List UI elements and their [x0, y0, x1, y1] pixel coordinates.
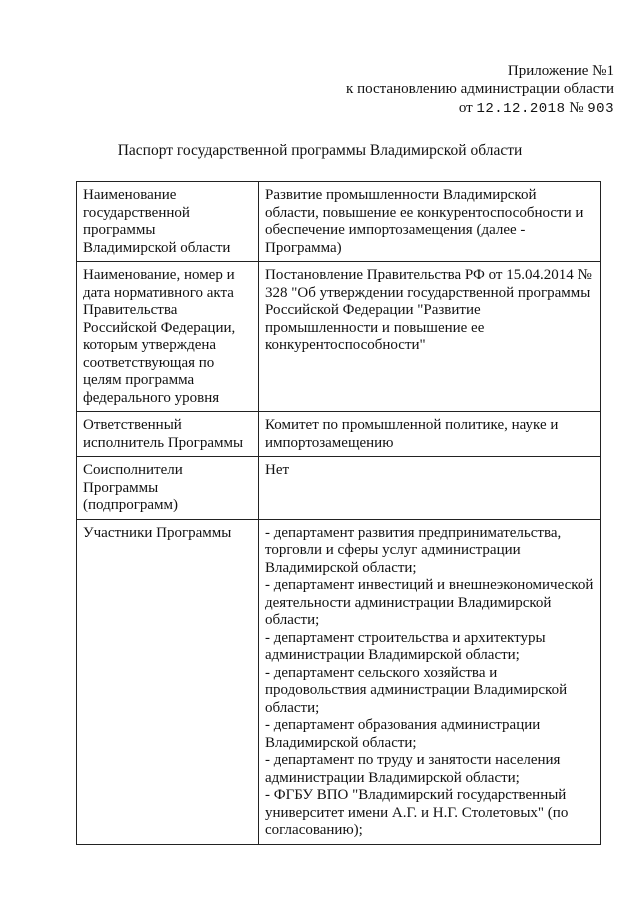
- row-value-line: - департамент развития предпринимательства, торговли и сферы услуг администрации Владимирской области;: [265, 524, 562, 576]
- appendix-date: 12.12.2018: [476, 101, 566, 117]
- appendix-date-number: [346, 99, 614, 118]
- row-value-line: - департамент по труду и занятости населения администрации Владимирской области;: [265, 752, 561, 786]
- passport-table: [76, 181, 601, 845]
- row-value: [259, 519, 601, 844]
- row-label: Ответственный исполнитель Программы: [77, 412, 259, 457]
- document-title: Паспорт государственной программы Владимирской области: [117, 142, 523, 159]
- table-row: [77, 519, 601, 844]
- row-value-line: Комитет по промышленной политике, науке и импортозамещению: [265, 417, 559, 451]
- row-value-line: - ФГБУ ВПО "Владимирский государственный университет имени А.Г. и Н.Г. Столетовых" (по согласованию);: [265, 787, 569, 838]
- table-row: [77, 457, 601, 520]
- row-value-line: - департамент инвестиций и внешнеэкономической деятельности администрации Владимирской области;: [265, 577, 594, 628]
- row-value-line: Постановление Правительства РФ от 15.04.2014 № 328 "Об утверждении государственной программы Российской Федерации "Развитие промышленности и повышение ее конкурентоспособности": [265, 267, 592, 353]
- row-value-line: - департамент строительства и архитектуры администрации Владимирской области;: [265, 629, 546, 663]
- row-value: [259, 182, 601, 262]
- row-value: [259, 262, 601, 412]
- appendix-number: 903: [587, 101, 614, 117]
- row-label: Соисполнители Программы (подпрограмм): [77, 457, 259, 520]
- row-label: Участники Программы: [77, 519, 259, 844]
- appendix-number-sign: №: [569, 100, 584, 116]
- table-row: [77, 182, 601, 262]
- row-value-line: - департамент сельского хозяйства и продовольствия администрации Владимирской области;: [265, 664, 568, 716]
- appendix-header: [346, 62, 614, 118]
- row-label: Наименование, номер и дата нормативного акта Правительства Российской Федерации, которым утверждена соответствующая по целям программа федерального уровня: [77, 262, 259, 412]
- row-value-line: Нет: [265, 462, 290, 478]
- appendix-from-label: от: [458, 100, 473, 116]
- passport-table-body: [77, 182, 601, 845]
- row-value: [259, 412, 601, 457]
- table-row: [77, 262, 601, 412]
- row-value: [259, 457, 601, 520]
- row-value-line: Развитие промышленности Владимирской области, повышение ее конкурентоспособности и обеспечение импортозамещения (далее - Программа): [265, 187, 584, 256]
- appendix-subtitle: к постановлению администрации области: [346, 81, 614, 97]
- row-label: Наименование государственной программы Владимирской области: [77, 182, 259, 262]
- appendix-title: Приложение №1: [507, 63, 614, 79]
- table-row: [77, 412, 601, 457]
- row-value-line: - департамент образования администрации Владимирской области;: [265, 717, 541, 751]
